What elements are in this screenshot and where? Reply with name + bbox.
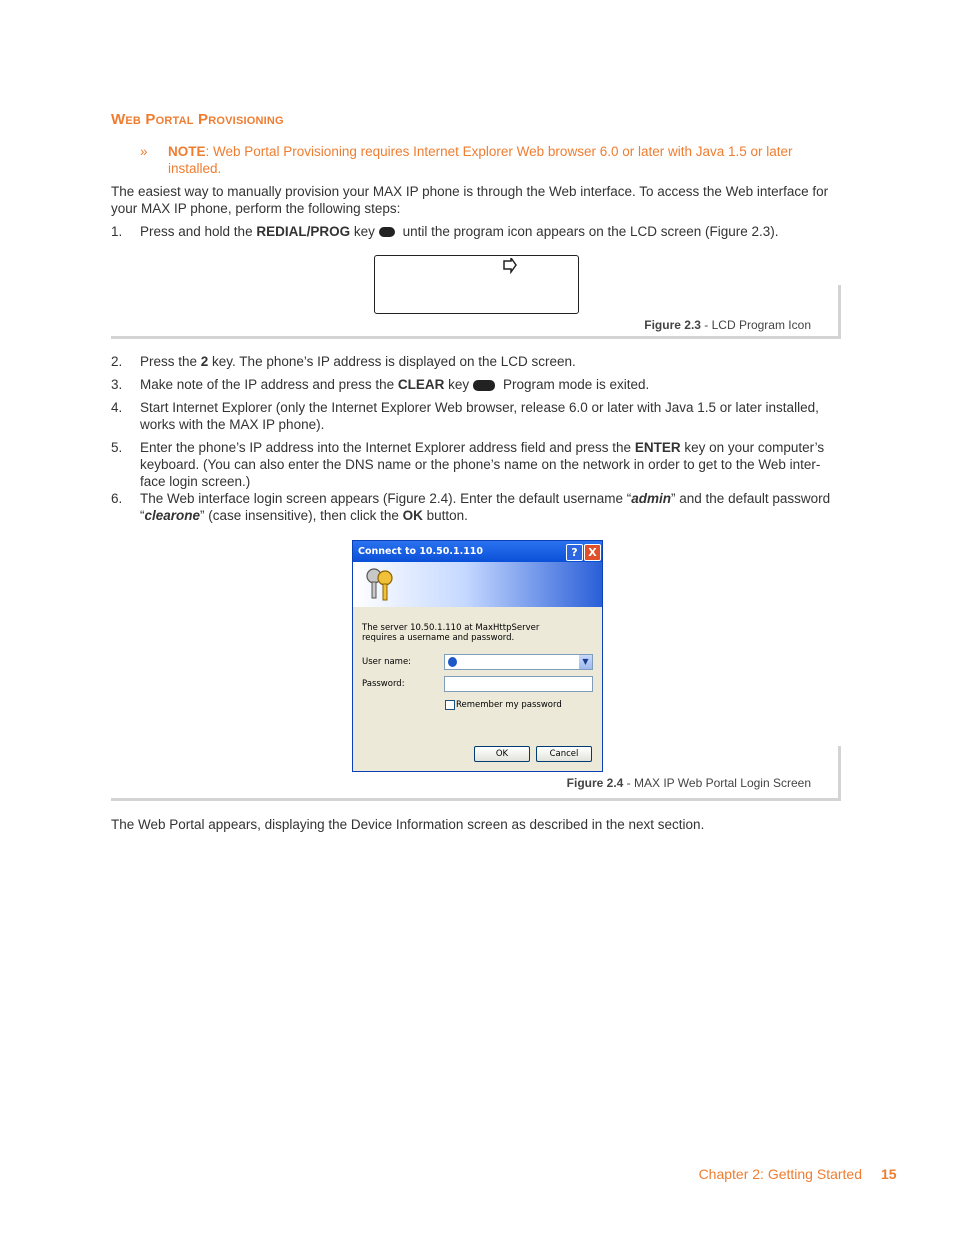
step-text: key bbox=[444, 377, 470, 392]
dialog-banner bbox=[353, 562, 602, 607]
remember-checkbox[interactable] bbox=[445, 700, 455, 710]
caption-label: Figure 2.3 bbox=[644, 318, 701, 332]
footer-chapter: Chapter 2: Getting Started bbox=[698, 1166, 862, 1182]
step-text: The Web interface login screen appears (Figure 2.4). Enter the default username “ bbox=[140, 491, 632, 506]
step-6 bbox=[111, 490, 839, 524]
step-text: Enter the phone’s IP address into the Internet Explorer address field and press the bbox=[140, 440, 635, 455]
step-text: key bbox=[350, 224, 375, 239]
keys-icon bbox=[363, 566, 397, 602]
step-text: key. The phone’s IP address is displayed on the LCD screen. bbox=[208, 354, 576, 369]
ok-button[interactable]: OK bbox=[474, 746, 530, 762]
remember-label: Remember my password bbox=[456, 700, 562, 710]
note-label: NOTE bbox=[168, 144, 206, 159]
step-text: Make note of the IP address and press the bbox=[140, 377, 398, 392]
cancel-button[interactable]: Cancel bbox=[536, 746, 592, 762]
step-number: 6. bbox=[111, 491, 123, 506]
chevron-down-icon[interactable]: ▼ bbox=[579, 655, 592, 669]
step-number: 3. bbox=[111, 377, 123, 392]
step-text: Start Internet Explorer (only the Internet Explorer Web browser, release 6.0 or later with Java 1.5 or later installed, works with the MAX IP phone). bbox=[140, 400, 819, 432]
step-number: 1. bbox=[111, 224, 123, 239]
key-name: CLEAR bbox=[397, 377, 445, 392]
key-name: REDIAL/PROG bbox=[256, 224, 351, 239]
step-text: ” and the default password “ bbox=[140, 491, 831, 523]
step-text: Press the bbox=[140, 354, 201, 369]
step-number: 2. bbox=[111, 354, 123, 369]
key-name: ENTER bbox=[634, 440, 681, 455]
close-button[interactable]: X bbox=[584, 544, 601, 561]
help-button[interactable]: ? bbox=[566, 544, 583, 561]
closing-paragraph: The Web Portal appears, displaying the Device Information screen as described in the next section. bbox=[111, 817, 705, 832]
step-text: ” (case insensitive), then click the bbox=[200, 508, 403, 523]
clear-key-icon bbox=[473, 380, 495, 391]
step-text: Program mode is exited. bbox=[499, 377, 650, 392]
step-number: 5. bbox=[111, 440, 123, 455]
note-bullet: » bbox=[140, 144, 148, 159]
caption-label: Figure 2.4 bbox=[566, 776, 624, 790]
figure-2-3-caption bbox=[511, 318, 811, 332]
note bbox=[140, 143, 830, 177]
step-text: until the program icon appears on the LCD screen (Figure 2.3). bbox=[398, 224, 779, 239]
caption-text: - LCD Program Icon bbox=[700, 318, 811, 332]
dialog-title: Connect to 10.50.1.110 bbox=[358, 546, 484, 557]
button-name: OK bbox=[402, 508, 423, 523]
step-text: button. bbox=[422, 508, 468, 523]
section-title: Web Portal Provisioning bbox=[111, 111, 284, 128]
user-name-field[interactable] bbox=[444, 654, 593, 670]
dialog-message: The server 10.50.1.110 at MaxHttpServer requires a username and password. bbox=[362, 623, 540, 643]
key-name: 2 bbox=[200, 354, 209, 369]
default-password: clearone bbox=[144, 508, 201, 523]
login-dialog bbox=[352, 540, 603, 772]
step-2 bbox=[111, 353, 839, 370]
dialog-titlebar bbox=[353, 541, 602, 562]
user-name-label: User name: bbox=[362, 657, 412, 667]
step-4 bbox=[111, 399, 839, 433]
user-icon bbox=[448, 657, 457, 667]
step-5 bbox=[111, 439, 839, 490]
program-icon bbox=[501, 258, 517, 274]
password-field[interactable] bbox=[444, 676, 593, 692]
caption-text: - MAX IP Web Portal Login Screen bbox=[623, 776, 811, 790]
redial-prog-key-icon bbox=[379, 227, 395, 237]
step-1 bbox=[111, 223, 839, 240]
step-3 bbox=[111, 376, 839, 393]
figure-2-4-caption bbox=[411, 776, 811, 790]
default-username: admin bbox=[631, 491, 672, 506]
step-text: Press and hold the bbox=[140, 224, 257, 239]
note-text: : Web Portal Provisioning requires Internet Explorer Web browser 6.0 or later with Java 1.5 or later installed. bbox=[168, 144, 793, 176]
password-label: Password: bbox=[362, 679, 405, 689]
step-number: 4. bbox=[111, 400, 123, 415]
page-number: 15 bbox=[881, 1166, 897, 1182]
step-text: key on your computer’s keyboard. (You can also enter the DNS name or the phone’s name on the network in order to get to the Web inter-face login screen.) bbox=[140, 440, 825, 489]
lcd-screen bbox=[374, 255, 579, 314]
intro-paragraph: The easiest way to manually provision your MAX IP phone is through the Web interface. To access the Web interface for your MAX IP phone, perform the following steps: bbox=[111, 184, 829, 216]
